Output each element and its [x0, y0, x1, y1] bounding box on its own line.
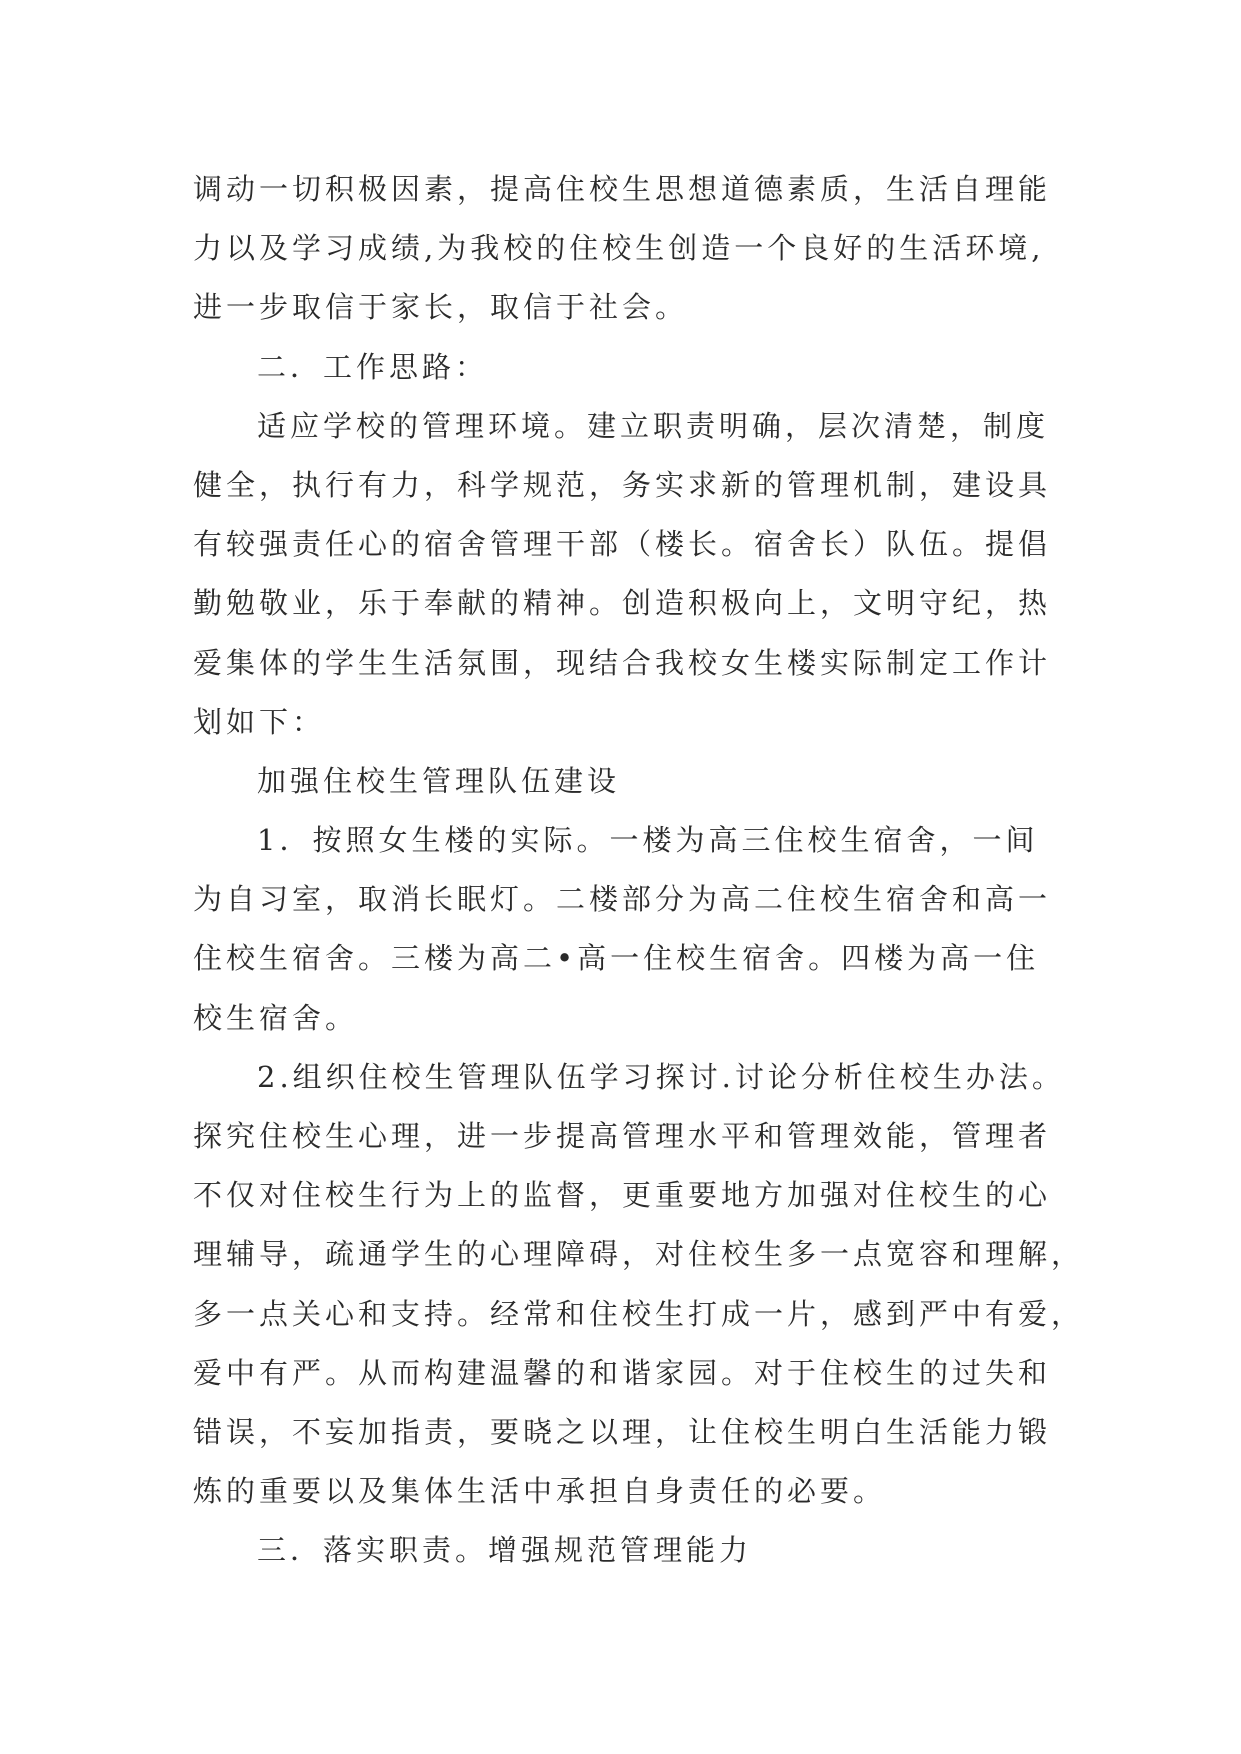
text-line: 为自习室，取消长眠灯。二楼部分为高二住校生宿舍和高一 — [193, 882, 1052, 917]
text-line: 爱中有严。从而构建温馨的和谐家园。对于住校生的过失和 — [193, 1355, 1052, 1390]
text-line: 爱集体的学生生活氛围，现结合我校女生楼实际制定工作计 — [193, 645, 1052, 680]
text-line: 探究住校生心理，进一步提高管理水平和管理效能，管理者 — [193, 1119, 1052, 1153]
text-line: 力以及学习成绩,为我校的住校生创造一个良好的生活环境, — [193, 231, 1045, 266]
text-line: 1．按照女生楼的实际。一楼为高三住校生宿舍，一间 — [257, 823, 1039, 858]
text-line: 有较强责任心的宿舍管理干部（楼长。宿舍长）队伍。提倡 — [193, 527, 1052, 562]
text-line: 多一点关心和支持。经常和住校生打成一片，感到严中有爱， — [193, 1296, 1085, 1331]
text-line: 划如下： — [193, 704, 326, 739]
text-line: 三．落实职责。增强规范管理能力 — [257, 1533, 753, 1568]
text-line: 进一步取信于家长，取信于社会。 — [193, 290, 689, 325]
text-line: 调动一切积极因素，提高住校生思想道德素质，生活自理能 — [193, 172, 1052, 206]
text-line: 二．工作思路： — [257, 349, 489, 384]
text-line: 2.组织住校生管理队伍学习探讨.讨论分析住校生办法。 — [257, 1059, 1065, 1094]
text-line: 炼的重要以及集体生活中承担自身责任的必要。 — [193, 1474, 887, 1509]
text-line: 适应学校的管理环境。建立职责明确，层次清楚，制度 — [257, 408, 1050, 443]
text-line: 住校生宿舍。三楼为高二•高一住校生宿舍。四楼为高一住 — [193, 941, 1040, 976]
text-line: 健全，执行有力，科学规范，务实求新的管理机制，建设具 — [193, 467, 1052, 502]
text-line: 错误，不妄加指责，要晓之以理，让住校生明白生活能力锻 — [193, 1414, 1052, 1449]
text-line: 校生宿舍。 — [193, 1000, 359, 1035]
text-line: 勤勉敬业，乐于奉献的精神。创造积极向上，文明守纪，热 — [193, 586, 1052, 621]
text-line: 加强住校生管理队伍建设 — [257, 763, 621, 798]
body-text — [193, 160, 1093, 1581]
text-line: 不仅对住校生行为上的监督，更重要地方加强对住校生的心 — [193, 1178, 1052, 1213]
text-line: 理辅导，疏通学生的心理障碍，对住校生多一点宽容和理解， — [193, 1237, 1085, 1272]
